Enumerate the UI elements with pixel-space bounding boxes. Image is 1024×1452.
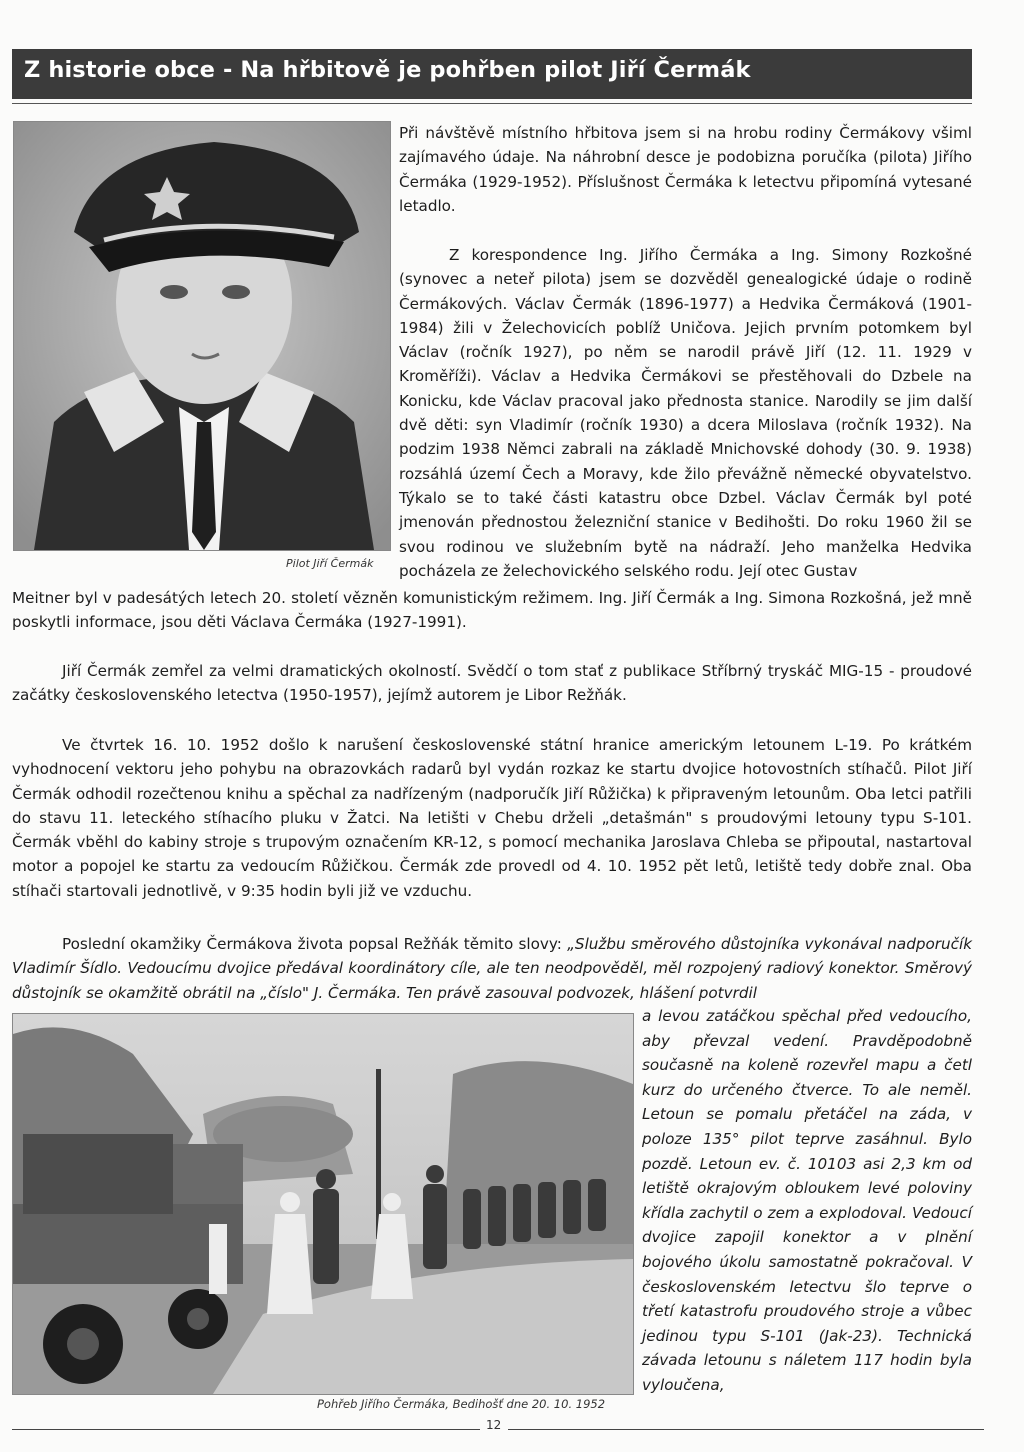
- paragraph-intro: Při návštěvě místního hřbitova jsem si na hrobu rodiny Čermákovy všiml zajímavého údaje. Na náhrobní desce je podobizna poručíka (pilota) Jiřího Čermáka (1929-1952). Příslušnost Čermáka k letectvu připomíná vytesané letadlo.: [399, 124, 972, 215]
- portrait-illustration: [14, 122, 390, 550]
- paragraph-death: Jiří Čermák zemřel za velmi dramatických okolností. Svědčí o tom stať z publikace Stříbrný tryskáč MIG-15 - proudové začátky československého letectva (1950-1957), jejímž autorem je Libor Režňák.: [12, 662, 972, 705]
- paragraph-incident: Ve čtvrtek 16. 10. 1952 došlo k narušení československé státní hranice americkým letounem L-19. Po krátkém vyhodnocení vektoru jeho pohybu na obrazovkách radarů byl vydán rozkaz ke startu dvojice hotovostních stíhačů. Pilot Jiří Čermák odhodil rozečtenou knihu a spěchal za nadřízeným (nadporučík Jiří Růžička) k připraveným letounům. Oba letci patřili do stavu 11. leteckého stíhacího pluku v Žatci. Na letišti v Chebu drželi „detašmán" s proudovými letouny typu S-101. Čermák vběhl do kabiny stroje s trupovým označením KR-12, s pomocí mechanika Jaroslava Chleba se připoutal, nastartoval motor a popojel ke startu za vedoucím Růžičkou. Čermák zde provedl od 4. 10. 1952 pět letů, letiště tedy dobře znal. Oba stíhači startovali jednotlivě, v 9:35 hodin byli již ve vzduchu.: [12, 736, 972, 900]
- paragraph-quote-continued: a levou zatáčkou spěchal před vedoucího, aby převzal vedení. Pravděpodobně současně na koleně rozevřel mapu a četl kurz do určeného čtverce. To ale neměl. Letoun se pomalu přetáčel na záda, v poloze 135° pilot teprve zasáhnul. Bylo pozdě. Letoun ev. č. 10103 asi 2,3 km od letiště okrajovým obloukem levé poloviny křídla zachytil o zem a explodoval. Vedoucí dvojice zapojil konektor a v plnění bojového úkolu samostatně pokračoval. V československém letectvu šlo teprve o třetí katastrofu proudového stroje a vůbec jedinou typu S-101 (Jak-23). Technická závada letounu s náletem 117 hodin byla vyloučena,: [642, 1007, 972, 1394]
- header-bar: [12, 49, 972, 99]
- quote-text: „Službu směrového důstojníka vykonával nadporučík Vladimír Šídlo. Vedoucímu dvojice předával koordinátory cíle, ale ten neodpověděl, měl rozpojený radiový konektor. Směrový důstojník se okamžitě obrátil na „číslo" J. Čermáka. Ten právě zasouval podvozek, hlášení potvrdil: [12, 935, 972, 1002]
- footer-rule-left: [12, 1429, 480, 1430]
- funeral-photo: [12, 1013, 634, 1395]
- quote-intro: Poslední okamžiky Čermákova života popsal Režňák těmito slovy:: [62, 935, 568, 953]
- portrait-photo: [13, 121, 391, 551]
- funeral-caption: Pohřeb Jiřího Čermáka, Bedihošť dne 20. 10. 1952: [317, 1397, 606, 1411]
- paragraph-quote: [12, 932, 972, 1005]
- funeral-illustration: [13, 1014, 633, 1394]
- page-title: Z historie obce - Na hřbitově je pohřben pilot Jiří Čermák: [24, 57, 751, 83]
- paragraph-genealogy-end: Meitner byl v padesátých letech 20. století vězněn komunistickým režimem. Ing. Jiří Čermák a Ing. Simona Rozkošná, jež mně poskytli informace, jsou děti Václava Čermáka (1927-1991).: [12, 589, 972, 632]
- page-number: 12: [486, 1418, 502, 1432]
- paragraph-genealogy: Z korespondence Ing. Jiřího Čermáka a Ing. Simony Rozkošné (synovec a neteř pilota) jsem se dozvěděl genealogické údaje o rodině Čermákových. Václav Čermák (1896-1977) a Hedvika Čermáková (1901-1984) žili v Želechovicích poblíž Uničova. Jejich prvním potomkem byl Václav (ročník 1927), po něm se narodil právě Jiří (12. 11. 1929 v Kroměříži). Václav a Hedvika Čermákovi se přestěhovali do Dzbele na Konicku, kde Václav pracoval jako přednosta stanice. Narodily se jim další dvě děti: syn Vladimír (ročník 1930) a dcera Miloslava (ročník 1932). Na podzim 1938 Němci zabrali na základě Mnichovské dohody (30. 9. 1938) rozsáhlá území Čech a Moravy, kde žilo převážně německé obyvatelstvo. Týkalo se to také části katastru obce Dzbel. Václav Čermák byl poté jmenován přednostou železniční stanice v Bedihošti. Do roku 1960 žil se svou rodinou ve služebním bytě na nádraží. Jeho manželka Hedvika pocházela ze želechovického selského rodu. Její otec Gustav: [399, 246, 972, 580]
- footer-rule-right: [508, 1429, 984, 1430]
- portrait-caption: Pilot Jiří Čermák: [286, 557, 374, 570]
- header-divider: [12, 103, 972, 104]
